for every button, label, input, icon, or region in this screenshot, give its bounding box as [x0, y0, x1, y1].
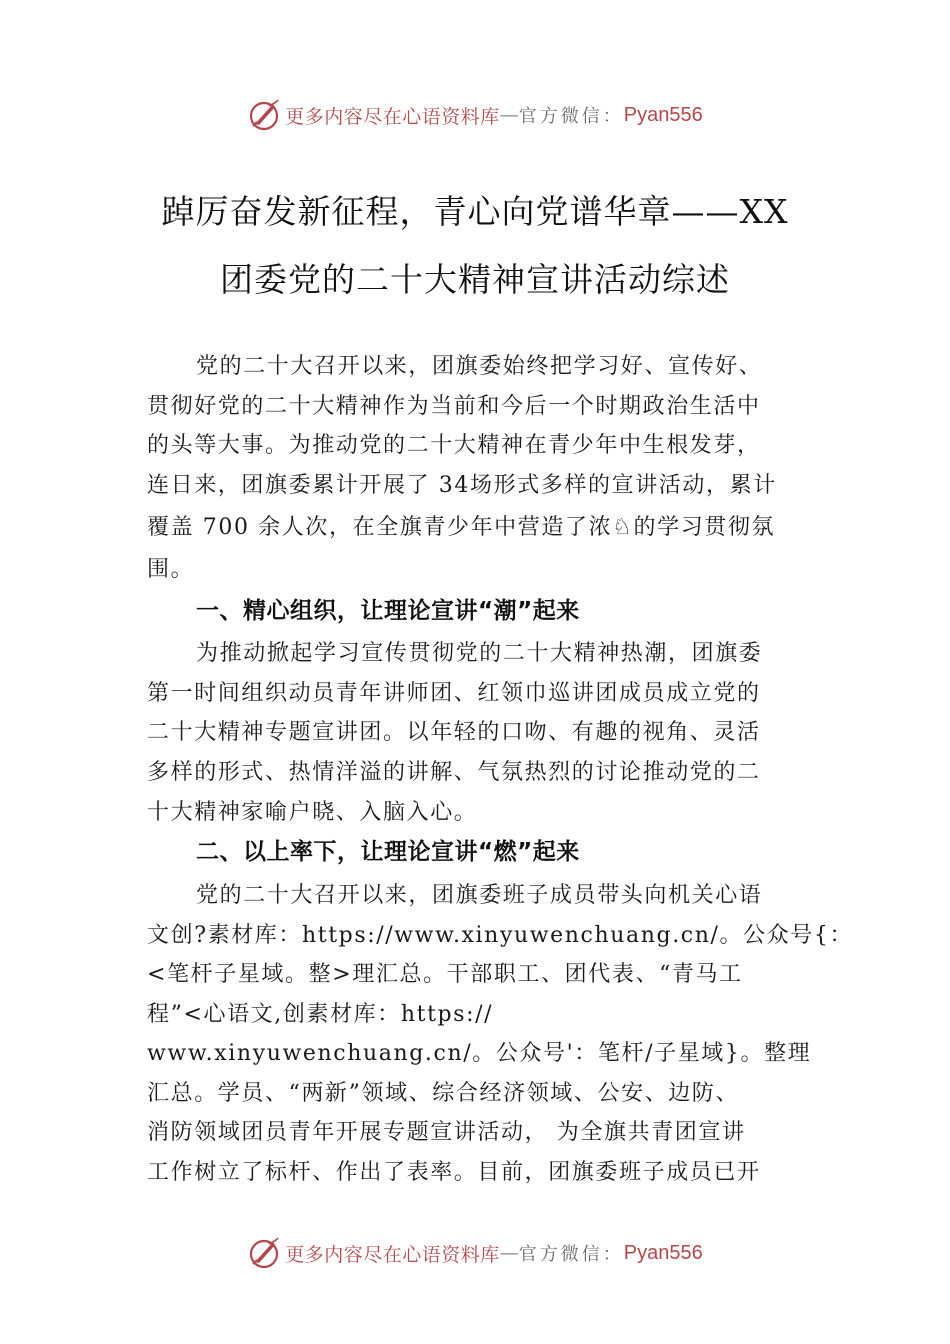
banner-title: 更多内容尽在心语资料库	[285, 105, 500, 128]
paragraph-line: <笔杆子星域。整>理汇总。干部职工、团代表、“青马工	[147, 962, 743, 987]
paragraph-line: 贯彻好党的二十大精神作为当前和今后一个时期政治生活中	[147, 394, 761, 419]
banner-separator: —	[499, 1242, 519, 1264]
document-title-line-1: 踔厉奋发新征程，青心向党谱华章——XX	[161, 192, 789, 231]
document-title-line-2: 团委党的二十大精神宣讲活动综述	[220, 260, 730, 299]
quill-logo-icon	[247, 1236, 281, 1270]
paragraph-line: 十大精神家喻户晓、入脑入心。	[147, 800, 478, 825]
paragraph-line: 党的二十大召开以来，团旗委班子成员带头向机关心语	[196, 883, 763, 908]
paragraph-line: 汇总。学员、“两新”领域、综合经济领域、公安、边防、	[147, 1081, 740, 1106]
paragraph-line: 工作树立了标杆、作出了表率。目前，团旗委班子成员已开	[147, 1160, 761, 1185]
banner-separator: —	[499, 104, 519, 126]
section-heading-2: 二、以上率下，让理论宣讲“燃”起来	[196, 839, 580, 865]
banner-wechat-label: 官方微信：	[518, 1244, 624, 1265]
banner-wechat-id: Pyan556	[623, 1241, 703, 1264]
paragraph-line: 第一时间组织动员青年讲师团、红领巾巡讲团成员成立党的	[147, 681, 761, 706]
quill-logo-icon	[247, 98, 281, 132]
banner-wechat-id: Pyan556	[623, 103, 703, 126]
banner-wechat-label: 官方微信：	[518, 106, 624, 127]
header-banner	[0, 95, 950, 135]
paragraph-line: 消防领域团员青年开展专题宣讲活动， 为全旗共青团宣讲	[147, 1120, 746, 1145]
paragraph-line: 围。	[147, 557, 195, 582]
paragraph-line: 连日来，团旗委累计开展了 34场形式多样的宣讲活动，累计	[147, 473, 777, 498]
footer-banner	[0, 1233, 950, 1273]
paragraph-line: 为推动掀起学习宣传贯彻党的二十大精神热潮，团旗委	[196, 641, 763, 666]
paragraph-line: www.xinyuwenchuang.cn/。公众号'：笔杆/子星域}。整理	[147, 1041, 812, 1066]
banner-title: 更多内容尽在心语资料库	[285, 1243, 500, 1266]
paragraph-line: 程”<心语文,创素材库：https://	[147, 1002, 494, 1027]
paragraph-line: 覆盖 700 余人次，在全旗青少年中营造了浓♘的学习贯彻氛	[147, 515, 776, 540]
section-heading-1: 一、精心组织，让理论宣讲“潮”起来	[196, 598, 580, 624]
paragraph-line: 二十大精神专题宣讲团。以年轻的口吻、有趣的视角、灵活	[147, 720, 761, 745]
paragraph-line: 的头等大事。为推动党的二十大精神在青少年中生根发芽，	[147, 433, 761, 458]
paragraph-line: 文创?素材库：https://www.xinyuwenchuang.cn/。公众号{：	[147, 923, 854, 948]
paragraph-line: 多样的形式、热情洋溢的讲解、气氛热烈的讨论推动党的二	[147, 760, 761, 785]
paragraph-line: 党的二十大召开以来，团旗委始终把学习好、宣传好、	[196, 354, 763, 379]
